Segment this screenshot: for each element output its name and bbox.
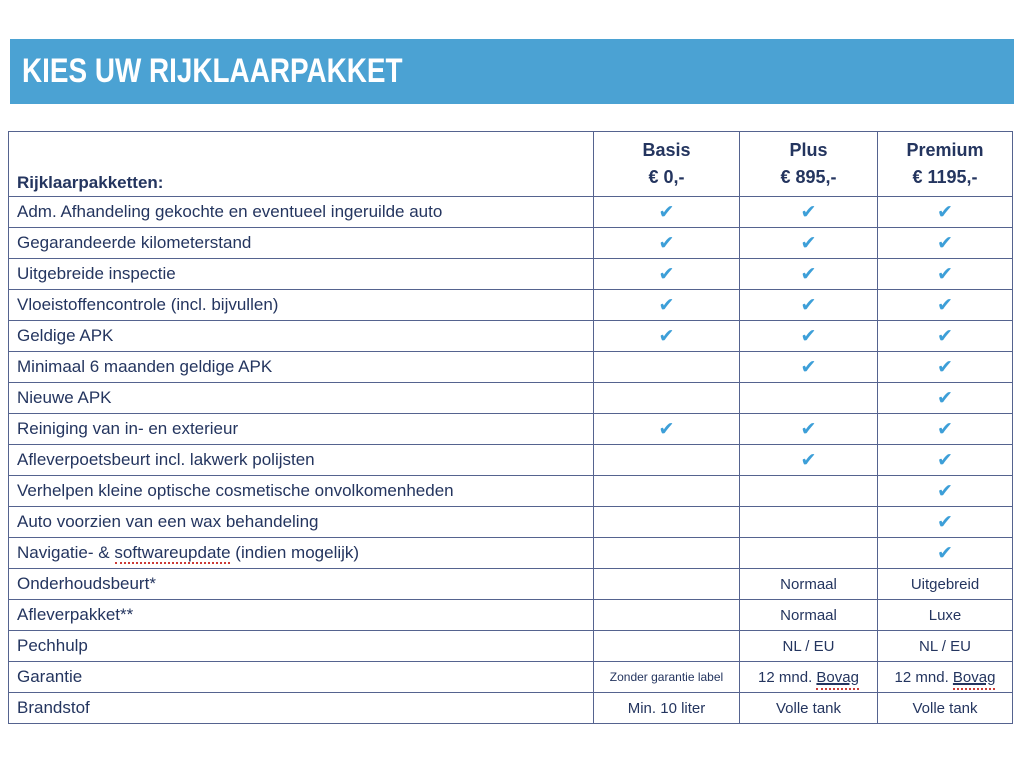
column-header-basis (594, 132, 740, 197)
package-name: Plus (789, 140, 828, 160)
check-icon: ✔ (658, 324, 675, 347)
empty-cell (594, 352, 740, 383)
table-row (9, 600, 1013, 631)
page-title: KIES UW RIJKLAARPAKKET (22, 52, 403, 90)
feature-label: Garantie (9, 662, 594, 693)
package-price: € 1195,- (912, 167, 978, 187)
empty-cell (594, 631, 740, 662)
empty-cell (594, 383, 740, 414)
empty-cell (740, 383, 878, 414)
feature-label: Pechhulp (9, 631, 594, 662)
feature-label: Minimaal 6 maanden geldige APK (9, 352, 594, 383)
bovag-underlined-word: Bovag (816, 668, 859, 686)
check-cell (740, 321, 878, 352)
check-cell (740, 414, 878, 445)
check-icon: ✔ (800, 417, 817, 440)
check-icon: ✔ (937, 200, 953, 223)
check-icon: ✔ (937, 386, 953, 409)
package-price: € 895,- (780, 167, 837, 187)
check-cell (878, 383, 1013, 414)
value-cell: Luxe (878, 600, 1013, 631)
column-header-premium (878, 132, 1013, 197)
table-row (9, 507, 1013, 538)
value-cell: NL / EU (878, 631, 1013, 662)
check-cell (740, 259, 878, 290)
check-cell (740, 228, 878, 259)
check-icon: ✔ (658, 262, 675, 285)
header-banner (10, 39, 1014, 104)
table-row (9, 693, 1013, 724)
feature-label: Brandstof (9, 693, 594, 724)
check-cell (878, 197, 1013, 228)
check-icon: ✔ (800, 448, 817, 471)
check-icon: ✔ (658, 293, 675, 316)
check-cell (878, 228, 1013, 259)
check-cell (878, 414, 1013, 445)
small-note: Zonder garantie label (609, 670, 724, 685)
check-cell (594, 197, 740, 228)
check-cell (878, 259, 1013, 290)
check-icon: ✔ (800, 262, 817, 285)
check-icon: ✔ (937, 262, 953, 285)
check-cell (594, 414, 740, 445)
check-cell (878, 352, 1013, 383)
check-cell (878, 476, 1013, 507)
empty-cell (594, 476, 740, 507)
check-icon: ✔ (937, 448, 953, 471)
feature-label: Nieuwe APK (9, 383, 594, 414)
empty-cell (594, 569, 740, 600)
empty-cell (740, 538, 878, 569)
feature-label: Reiniging van in- en exterieur (9, 414, 594, 445)
feature-label: Adm. Afhandeling gekochte en eventueel ingeruilde auto (9, 197, 594, 228)
check-cell (740, 290, 878, 321)
check-cell (740, 445, 878, 476)
empty-cell (740, 476, 878, 507)
value-cell (594, 662, 740, 693)
feature-label: Afleverpakket** (9, 600, 594, 631)
check-icon: ✔ (937, 417, 953, 440)
check-icon: ✔ (937, 231, 953, 254)
table-row (9, 321, 1013, 352)
table-row (9, 259, 1013, 290)
check-icon: ✔ (658, 417, 675, 440)
value-cell: Min. 10 liter (594, 693, 740, 724)
check-cell (594, 321, 740, 352)
check-icon: ✔ (937, 510, 953, 533)
feature-label: Gegarandeerde kilometerstand (9, 228, 594, 259)
empty-cell (740, 507, 878, 538)
empty-cell (594, 507, 740, 538)
check-icon: ✔ (800, 200, 817, 223)
package-price: € 0,- (648, 167, 685, 187)
check-icon: ✔ (658, 200, 675, 223)
feature-label: Uitgebreide inspectie (9, 259, 594, 290)
table-corner-header: Rijklaarpakketten: (9, 132, 594, 197)
value-cell: Volle tank (878, 693, 1013, 724)
check-cell (878, 445, 1013, 476)
check-icon: ✔ (800, 231, 817, 254)
empty-cell (594, 445, 740, 476)
check-cell (740, 197, 878, 228)
check-icon: ✔ (937, 324, 953, 347)
table-row (9, 662, 1013, 693)
check-cell (878, 538, 1013, 569)
value-cell: Normaal (740, 600, 878, 631)
feature-label: Afleverpoetsbeurt incl. lakwerk polijsten (9, 445, 594, 476)
check-icon: ✔ (937, 293, 953, 316)
table-row (9, 445, 1013, 476)
table-row (9, 476, 1013, 507)
empty-cell (594, 600, 740, 631)
table-row (9, 383, 1013, 414)
feature-label: Onderhoudsbeurt* (9, 569, 594, 600)
package-comparison-table (8, 131, 1013, 724)
check-cell (878, 290, 1013, 321)
feature-label: Vloeistoffencontrole (incl. bijvullen) (9, 290, 594, 321)
package-table-body (9, 197, 1013, 724)
check-cell (594, 228, 740, 259)
package-name: Basis (642, 140, 691, 160)
check-icon: ✔ (800, 293, 817, 316)
table-row (9, 569, 1013, 600)
check-cell (878, 507, 1013, 538)
check-icon: ✔ (937, 541, 953, 564)
check-icon: ✔ (800, 355, 817, 378)
feature-label: Auto voorzien van een wax behandeling (9, 507, 594, 538)
value-cell: NL / EU (740, 631, 878, 662)
check-icon: ✔ (937, 479, 953, 502)
value-cell: 12 mnd. Bovag (740, 662, 878, 693)
feature-label: Navigatie- & softwareupdate (indien mogelijk) (9, 538, 594, 569)
table-row (9, 352, 1013, 383)
value-cell: 12 mnd. Bovag (878, 662, 1013, 693)
check-cell (740, 352, 878, 383)
check-cell (878, 321, 1013, 352)
table-header-row (9, 132, 1013, 197)
empty-cell (594, 538, 740, 569)
table-row (9, 631, 1013, 662)
value-cell: Volle tank (740, 693, 878, 724)
check-cell (594, 259, 740, 290)
table-row (9, 414, 1013, 445)
check-cell (594, 290, 740, 321)
feature-label: Verhelpen kleine optische cosmetische onvolkomenheden (9, 476, 594, 507)
check-icon: ✔ (937, 355, 953, 378)
feature-label: Geldige APK (9, 321, 594, 352)
bovag-underlined-word: Bovag (952, 668, 996, 686)
table-row (9, 197, 1013, 228)
column-header-plus (740, 132, 878, 197)
table-row (9, 538, 1013, 569)
value-cell: Normaal (740, 569, 878, 600)
spellcheck-squiggle-word: softwareupdate (114, 543, 231, 562)
value-cell: Uitgebreid (878, 569, 1013, 600)
package-name: Premium (906, 140, 984, 160)
table-row (9, 290, 1013, 321)
table-row (9, 228, 1013, 259)
check-icon: ✔ (658, 231, 675, 254)
check-icon: ✔ (800, 324, 817, 347)
